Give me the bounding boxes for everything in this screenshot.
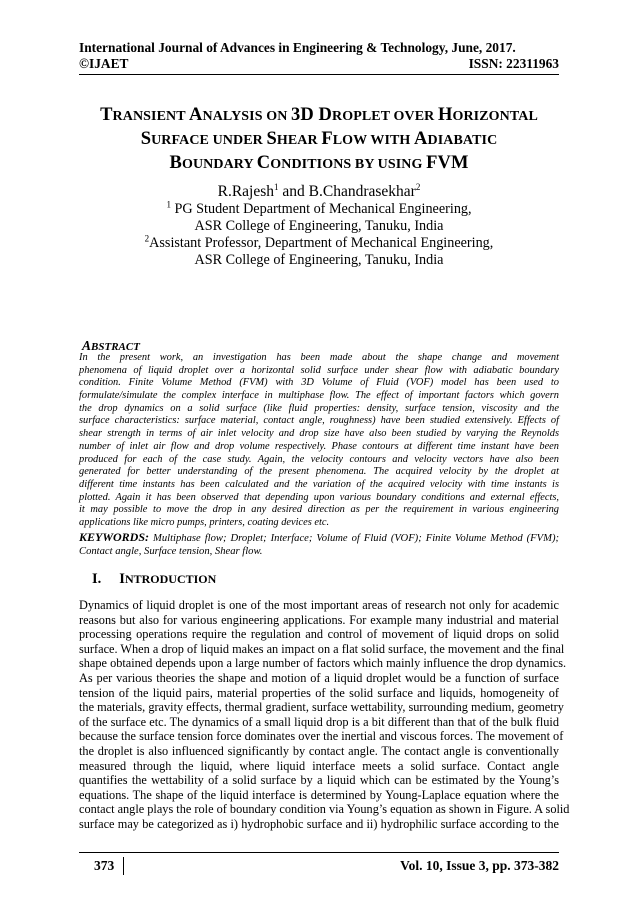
introduction-line: because the surface tension force dominates over the inertial and viscous forces. The movement of xyxy=(79,729,564,744)
section-heading-introduction xyxy=(92,571,216,588)
author-2: B.Chandrasekhar xyxy=(308,183,416,200)
title-cap: H xyxy=(437,105,453,125)
introduction-line: Dynamics of liquid droplet is one of the most important areas of research not only for academic xyxy=(79,598,559,612)
keywords-label: KEYWORDS: xyxy=(79,530,150,544)
abstract-heading-cap: A xyxy=(82,338,92,353)
section-title xyxy=(119,571,216,588)
abstract-line: produced for each of the case study. Again, the velocity contours and velocity vectors have also been xyxy=(79,453,559,465)
title-cap: S xyxy=(266,129,277,149)
journal-header: International Journal of Advances in Engineering & Technology, June, 2017. xyxy=(79,40,516,55)
introduction-line: shape obtained depends upon a large number of factors which mainly influence the drop dynamics. xyxy=(79,656,567,671)
volume-info: Vol. 10, Issue 3, pp. 373-382 xyxy=(400,858,559,873)
introduction-body xyxy=(79,598,570,832)
affiliation-2-line-1 xyxy=(79,235,559,252)
abstract-line: phenomena of liquid droplet over a horizontal solid surface under shear flow with adiabatic boundary xyxy=(79,364,559,376)
section-title-rest: NTRODUCTION xyxy=(124,572,217,586)
section-title-cap: I xyxy=(119,571,125,587)
title-rest: RANSIENT xyxy=(112,109,190,124)
title-cap: S xyxy=(140,129,152,149)
title-rest: DIABATIC xyxy=(427,133,498,148)
aff-2-sup: 2 xyxy=(144,233,150,244)
title-rest: ONDITIONS BY USING xyxy=(270,157,427,172)
keywords-block xyxy=(79,531,559,558)
title-cap: A xyxy=(414,129,428,149)
introduction-line: processing operations require the regulation and control of movement of liquid drops on solid xyxy=(79,627,559,642)
keywords-line-2: Contact angle, Surface tension, Shear flow. xyxy=(79,546,263,557)
author-and: and xyxy=(278,183,309,200)
introduction-line: measured through the liquid, where liquid interface meets a solid surface. Contact angle xyxy=(79,758,559,773)
affiliation-1-line-1 xyxy=(79,201,559,218)
title-cap: FVM xyxy=(426,153,469,173)
title-cap: C xyxy=(256,153,271,173)
title-line xyxy=(60,152,578,176)
introduction-line: reasons but also for various engineering applications. For example many industrial and material xyxy=(79,612,559,627)
header-rule xyxy=(79,74,559,75)
issn-label: ISSN: 22311963 xyxy=(468,56,559,71)
footer-rule xyxy=(79,852,559,853)
title-rest: NALYSIS ON xyxy=(202,109,292,124)
author-block xyxy=(79,182,559,269)
abstract-line: the drop dynamics on a solid surface (like fluid properties: density, surface tension, viscosity and the xyxy=(79,402,559,414)
header-copyright-row xyxy=(79,56,559,72)
affiliation-1-line-2: ASR College of Engineering, Tanuku, India xyxy=(194,218,444,234)
title-rest: ORIZONTAL xyxy=(452,109,538,124)
introduction-line: the droplet is also influenced significantly by contact angle. The contact angle is conventionally xyxy=(79,743,559,758)
page-number: 373 xyxy=(94,858,115,873)
abstract-line: plotted. Again it has been observed that depending upon various boundary conditions and external effects, xyxy=(79,491,559,503)
footer-divider xyxy=(123,857,124,875)
author-1: R.Rajesh xyxy=(217,183,275,200)
title-rest: LOW WITH xyxy=(332,133,415,148)
title-cap: T xyxy=(100,105,113,125)
aff-1-sup: 1 xyxy=(166,199,171,210)
abstract-line: In the present work, an investigation has been made about the shape change and movement xyxy=(79,352,559,363)
title-cap: 3D D xyxy=(291,105,333,125)
abstract-line: it may possible to move the drop in any desired direction as per the requirement in various engineering xyxy=(79,504,559,516)
section-number: I. xyxy=(92,571,102,587)
title-line xyxy=(60,128,578,152)
paper-title xyxy=(60,104,578,176)
title-cap: B xyxy=(169,153,182,173)
title-rest: OUNDARY xyxy=(181,157,257,172)
introduction-line: contact angle plays the role of boundary condition via Young’s equation as shown in Figure. A solid xyxy=(79,802,570,817)
abstract-line: number of inlet air flow and drop volume respectively. Phase contours at different time instant have been xyxy=(79,440,559,452)
abstract-heading-rest: BSTRACT xyxy=(91,341,140,353)
title-rest: URFACE UNDER xyxy=(151,133,267,148)
title-rest: HEAR xyxy=(276,133,322,148)
introduction-line: As per various theories the shape and motion of a liquid droplet would be a function of surface xyxy=(79,670,559,685)
title-rest: ROPLET OVER xyxy=(332,109,438,124)
introduction-line: equations. The shape of the liquid interface is determined by Young-Laplace equation where the xyxy=(79,787,559,802)
author-1-sup: 1 xyxy=(274,181,279,192)
abstract-line: generated for better understanding of the present phenomena. The acquired velocity by the droplet at xyxy=(79,466,559,478)
abstract-line: formulate/simulate the complex interface in multiphase flow. The effect of important factors which govern xyxy=(79,390,559,402)
affiliation-2-line-2: ASR College of Engineering, Tanuku, India xyxy=(194,252,444,268)
introduction-line: surface may be categorized as i) hydrophobic surface and ii) hydrophilic surface according to the xyxy=(79,816,559,831)
keywords-line-1 xyxy=(79,531,559,545)
title-cap: A xyxy=(189,105,203,125)
abstract-line: condition. Finite Volume Method (FVM) with 3D Volume of Fluid (VOF) model has been used to xyxy=(79,377,559,389)
author-2-sup: 2 xyxy=(415,181,421,192)
introduction-line: the materials, gravity effects, thermal gradient, surface wettability, surrounding medium, geometry xyxy=(79,700,564,715)
introduction-line: quantifies the wettability of a solid surface by a liquid which can be estimated by the Young’s xyxy=(79,773,559,788)
author-line xyxy=(79,182,559,201)
introduction-line: tension of the liquid pairs, material properties of the solid surface and liquids, homogeneity of xyxy=(79,685,559,700)
introduction-line: surface. When a drop of liquid makes an impact on a flat solid surface, the movement and the final xyxy=(79,641,565,656)
abstract-line: different time instants has been calculated and the variation of the acquired velocity with time instants is xyxy=(79,478,559,490)
introduction-line: of the surface etc. The dynamics of a small liquid drop is a bit different than that of the bulk fluid xyxy=(79,714,559,729)
aff-1-text: PG Student Department of Mechanical Engineering, xyxy=(170,201,472,217)
abstract-body xyxy=(79,352,559,530)
title-line xyxy=(60,104,578,128)
copyright-label: ©IJAET xyxy=(79,56,129,71)
abstract-line: applications like micro pumps, printers, coating devices etc. xyxy=(79,516,330,528)
abstract-line: shear strength in terms of air inlet velocity and drop size have also been studied by varying the Reynolds xyxy=(79,428,559,440)
aff-2-text: Assistant Professor, Department of Mechanical Engineering, xyxy=(149,235,494,251)
abstract-line: surface characteristics: surface material, contact angle, roughness) have been studied extensively. Effects of xyxy=(79,415,559,427)
title-cap: F xyxy=(321,129,333,149)
keywords-text-1: Multiphase flow; Droplet; Interface; Volume of Fluid (VOF); Finite Volume Method (FVM); xyxy=(149,533,559,544)
